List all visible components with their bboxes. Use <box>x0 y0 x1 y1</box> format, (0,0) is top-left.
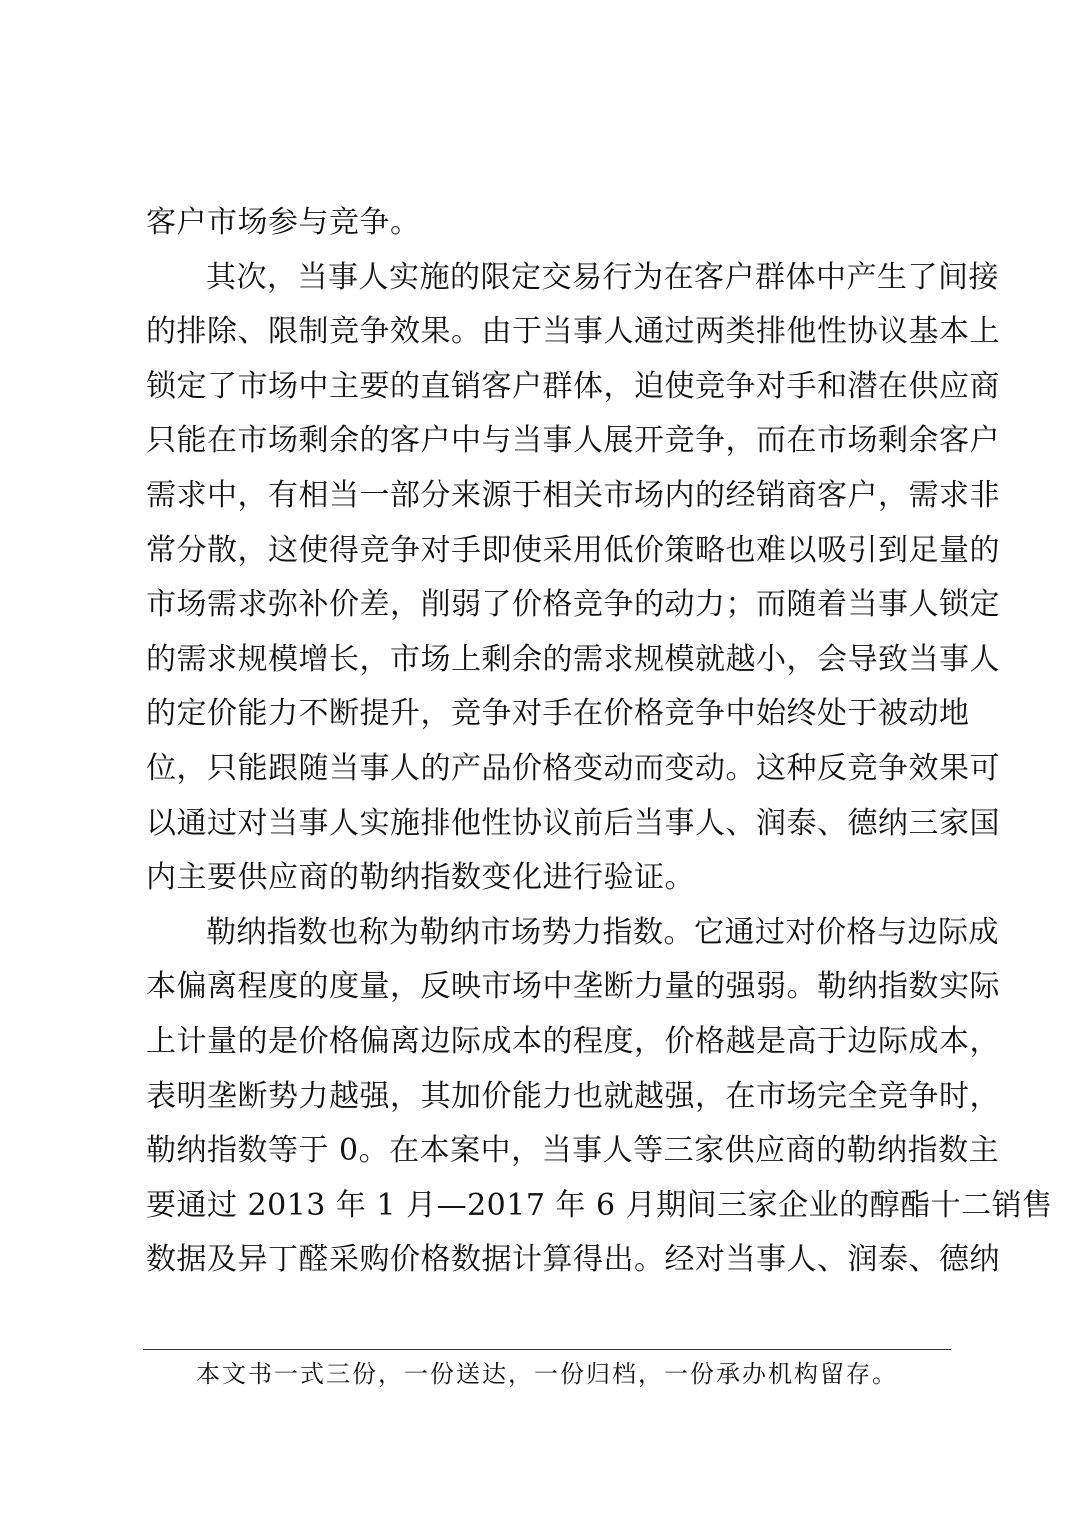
footer-note: 本文书一式三份，一份送达，一份归档，一份承办机构留存。 <box>196 1360 898 1388</box>
text-line: 只能在市场剩余的客户中与当事人展开竞争，而在市场剩余客户 <box>146 423 1000 459</box>
text-line: 其次，当事人实施的限定交易行为在客户群体中产生了间接 <box>206 259 999 295</box>
text-line: 上计量的是价格偏离边际成本的程度，价格越是高于边际成本， <box>146 1023 1000 1059</box>
text-line: 的需求规模增长，市场上剩余的需求规模就越小，会导致当事人 <box>146 641 1000 677</box>
text-line: 数据及异丁醛采购价格数据计算得出。经对当事人、润泰、德纳 <box>146 1242 1000 1278</box>
footer-divider <box>143 1349 951 1350</box>
text-line: 的排除、限制竞争效果。由于当事人通过两类排他性协议基本上 <box>146 314 1000 350</box>
text-line: 内主要供应商的勒纳指数变化进行验证。 <box>146 860 695 896</box>
text-line: 位，只能跟随当事人的产品价格变动而变动。这种反竞争效果可 <box>146 750 1000 786</box>
text-line: 勒纳指数等于 0。在本案中，当事人等三家供应商的勒纳指数主 <box>146 1133 1000 1169</box>
text-line: 的定价能力不断提升，竞争对手在价格竞争中始终处于被动地 <box>146 696 970 732</box>
text-line: 本偏离程度的度量，反映市场中垄断力量的强弱。勒纳指数实际 <box>146 969 1000 1005</box>
text-line: 锁定了市场中主要的直销客户群体，迫使竞争对手和潜在供应商 <box>146 368 1000 404</box>
text-line: 勒纳指数也称为勒纳市场势力指数。它通过对价格与边际成 <box>206 914 999 950</box>
text-line: 以通过对当事人实施排他性协议前后当事人、润泰、德纳三家国 <box>146 805 1000 841</box>
text-line: 客户市场参与竞争。 <box>146 205 421 240</box>
text-line: 要通过 2013 年 1 月—2017 年 6 月期间三家企业的醇酯十二销售 <box>146 1187 1053 1223</box>
text-line: 常分散，这使得竞争对手即使采用低价策略也难以吸引到足量的 <box>146 532 1000 568</box>
text-line: 需求中，有相当一部分来源于相关市场内的经销商客户，需求非 <box>146 477 1000 513</box>
text-line: 表明垄断势力越强，其加价能力也就越强，在市场完全竞争时， <box>146 1078 1000 1114</box>
body-text <box>146 196 1053 1288</box>
text-line: 市场需求弥补价差，削弱了价格竞争的动力；而随着当事人锁定 <box>146 587 1000 623</box>
